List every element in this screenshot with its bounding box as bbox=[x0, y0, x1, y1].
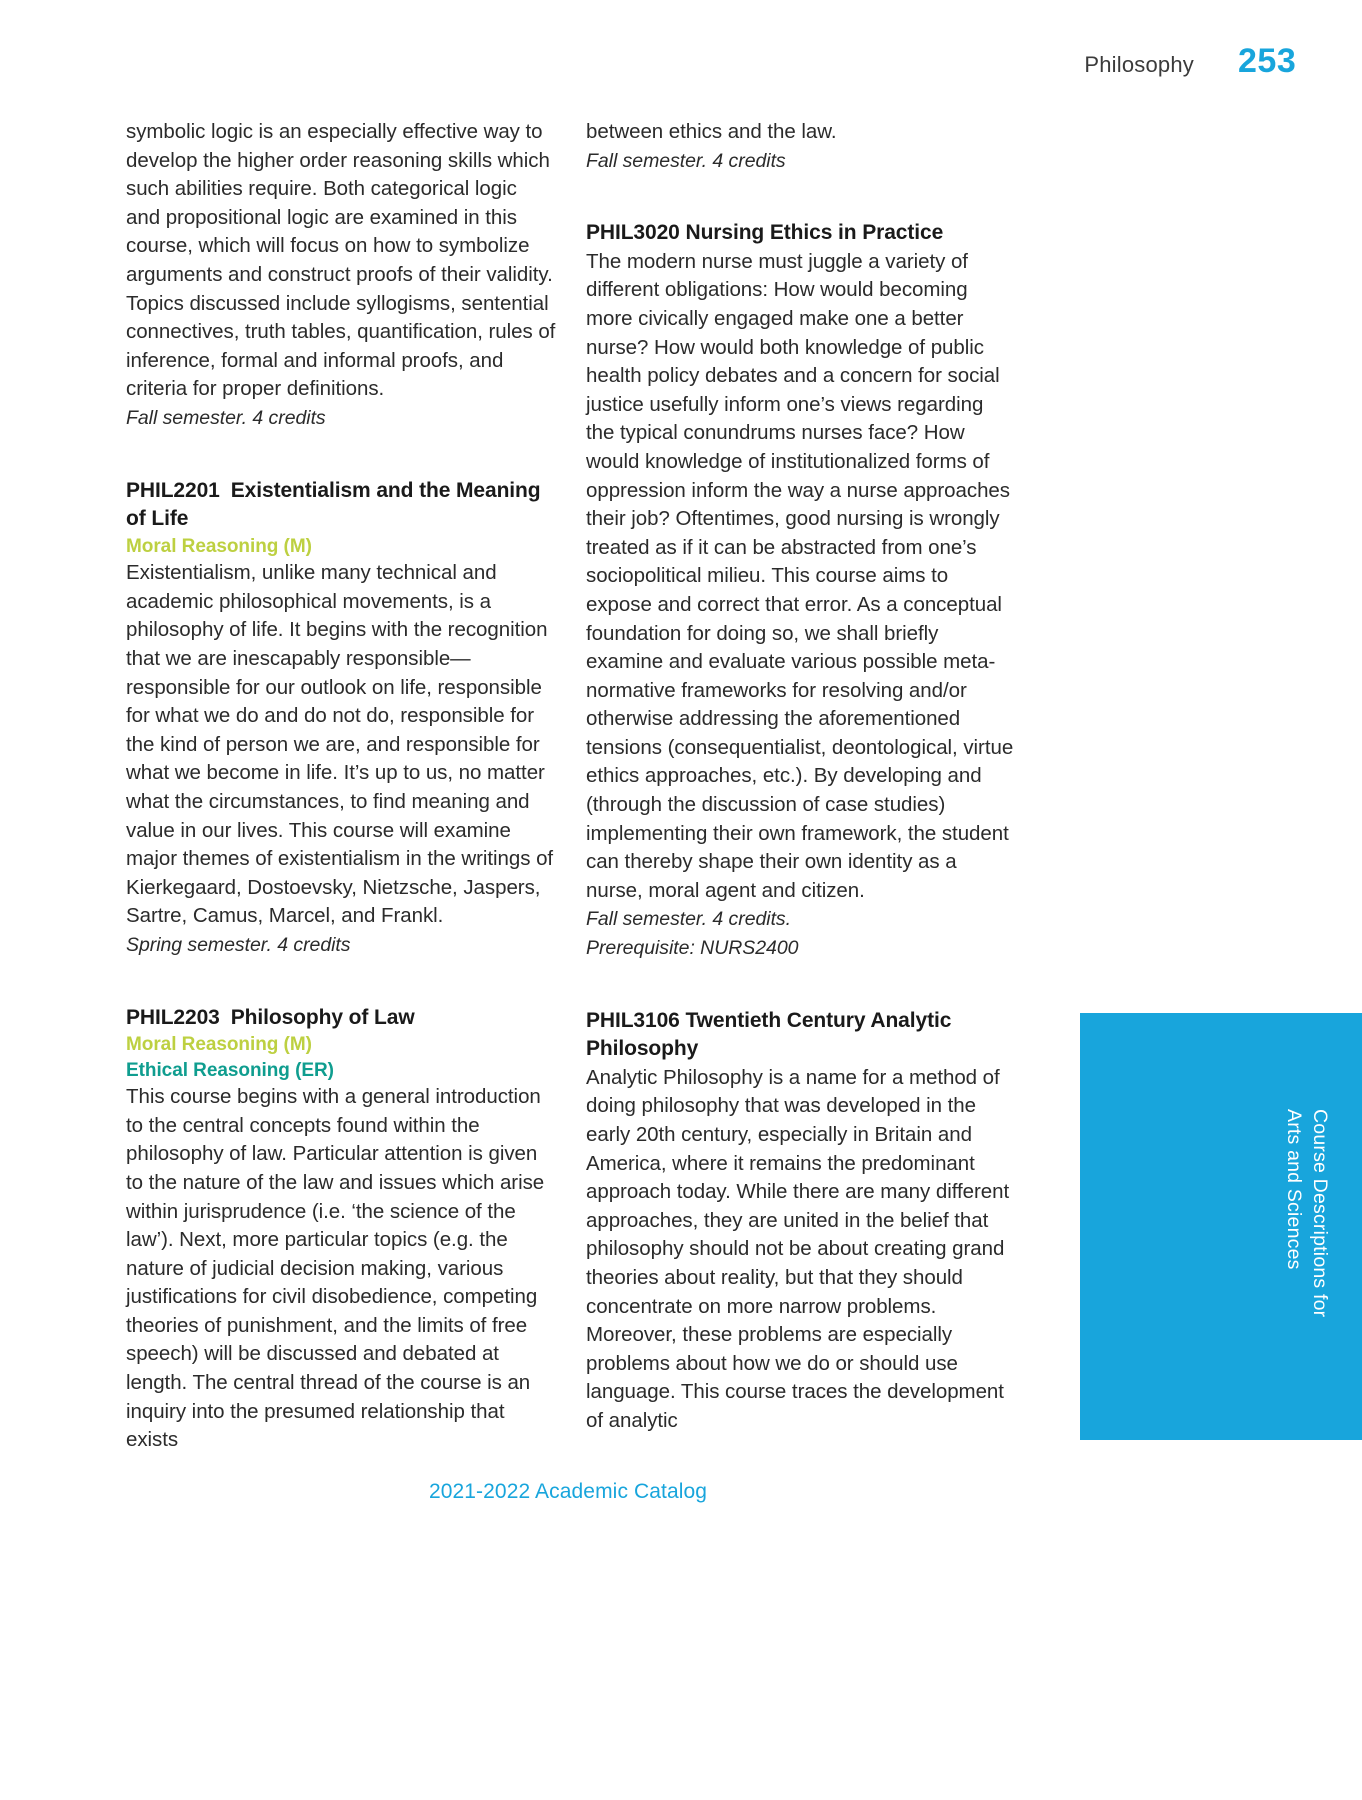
section-side-tab-label: Course Descriptions for Arts and Sciences bbox=[1283, 1109, 1331, 1318]
course-title-text: Nursing Ethics in Practice bbox=[685, 221, 944, 245]
course-title-text: Existentialism and the Meaning of Life bbox=[126, 478, 541, 531]
running-header-title: Philosophy bbox=[1084, 52, 1194, 77]
page-number: 253 bbox=[1238, 42, 1297, 80]
course-meta: Fall semester. 4 credits bbox=[586, 149, 786, 172]
course-attribute-moral-reasoning: Moral Reasoning (M) bbox=[126, 535, 312, 557]
course-meta: Spring semester. 4 credits bbox=[126, 933, 351, 956]
continued-course-block bbox=[126, 118, 556, 433]
course-block-phil2203 bbox=[126, 1004, 556, 1455]
footer-catalog-label: 2021-2022 Academic Catalog bbox=[428, 1480, 708, 1503]
course-description: Existentialism, unlike many technical and academic philosophical movements, is a philosophy of life. It begins with the recognition that we are inescapably responsible—responsible for our outlook on life, responsible for what we do and do not do, responsible for the kind of person we are, and responsible for what we become in life. It’s up to us, no matter what the circumstances, to find meaning and value in our lives. This course will examine major themes of existentialism in the writings of Kierkegaard, Dostoevsky, Nietzsche, Jaspers, Sartre, Camus, Marcel, and Frankl. bbox=[126, 561, 554, 928]
course-code: PHIL2201 bbox=[126, 478, 220, 502]
course-description: Analytic Philosophy is a name for a method of doing philosophy that was developed in the early 20th century, especially in Britain and America, where it remains the predominant approach today. While there are many different approaches, they are united in the belief that philosophy should not be about creating grand theories about reality, but that they should concentrate on more narrow problems. Moreover, these problems are especially problems about how we do or should use language. This course traces the development of analytic bbox=[586, 1065, 1010, 1432]
course-description: The modern nurse must juggle a variety of different obligations: How would becoming more civically engaged make one a better nurse? How would both knowledge of public health policy debates and a concern for social justice usefully inform one’s views regarding the typical conundrums nurses face? How would knowledge of institutionalized forms of oppression inform the way a nurse approaches their job? Oftentimes, good nursing is wrongly treated as if it can be abstracted from one’s sociopolitical milieu. This course aims to expose and correct that error. As a conceptual foundation for doing so, we shall briefly examine and evaluate various possible meta-normative frameworks for resolving and/or otherwise addressing the aforementioned tensions (consequentialist, deontological, virtue ethics approaches, etc.). By developing and (through the discussion of case studies) implementing their own framework, the student can thereby shape their own identity as a nurse, moral agent and citizen. bbox=[586, 249, 1014, 902]
course-heading bbox=[126, 1004, 556, 1033]
continued-paragraph: between ethics and the law. bbox=[586, 120, 837, 143]
course-block-phil3020 bbox=[586, 219, 1016, 962]
continued-paragraph: symbolic logic is an especially effective way to develop the higher order reasoning skills which such abilities require. Both categorical logic and propositional logic are examined in this course, which will focus on how to symbolize arguments and construct proofs of their validity. Topics discussed include syllogisms, sentential connectives, truth tables, quantification, rules of inference, formal and informal proofs, and criteria for proper definitions. bbox=[126, 120, 556, 401]
course-code: PHIL3106 bbox=[586, 1008, 680, 1032]
course-title-text: Twentieth Century Analytic Philosophy bbox=[586, 1008, 952, 1061]
course-code: PHIL3020 bbox=[586, 221, 680, 245]
course-meta: Fall semester. 4 credits. bbox=[586, 908, 792, 931]
left-column bbox=[126, 118, 556, 1455]
course-prerequisite: Prerequisite: NURS2400 bbox=[586, 937, 799, 960]
course-block-phil2201 bbox=[126, 477, 556, 960]
course-attribute-moral-reasoning: Moral Reasoning (M) bbox=[126, 1034, 312, 1056]
section-side-tab bbox=[1080, 1013, 1362, 1440]
course-attribute-ethical-reasoning: Ethical Reasoning (ER) bbox=[126, 1059, 334, 1081]
course-heading bbox=[126, 477, 556, 534]
course-heading bbox=[586, 219, 1016, 248]
course-code: PHIL2203 bbox=[126, 1005, 220, 1029]
course-description: This course begins with a general introduction to the central concepts found within the philosophy of law. Particular attention is given to the nature of the law and issues which arise within jurisprudence (i.e. ‘the science of the law’). Next, more particular topics (e.g. the nature of judicial decision making, various justifications for civil disobedience, competing theories of punishment, and the limits of free speech) will be discussed and debated at length. The central thread of the course is an inquiry into the presumed relationship that exists bbox=[126, 1085, 545, 1452]
course-title-text: Philosophy of Law bbox=[230, 1005, 415, 1029]
course-block-phil3106 bbox=[586, 1007, 1016, 1436]
right-column bbox=[586, 118, 1016, 1436]
course-heading bbox=[586, 1007, 1016, 1064]
continued-course-block bbox=[586, 118, 1016, 175]
course-meta: Fall semester. 4 credits bbox=[126, 406, 326, 429]
page-header bbox=[0, 42, 1362, 98]
page-footer bbox=[0, 1480, 1362, 1504]
